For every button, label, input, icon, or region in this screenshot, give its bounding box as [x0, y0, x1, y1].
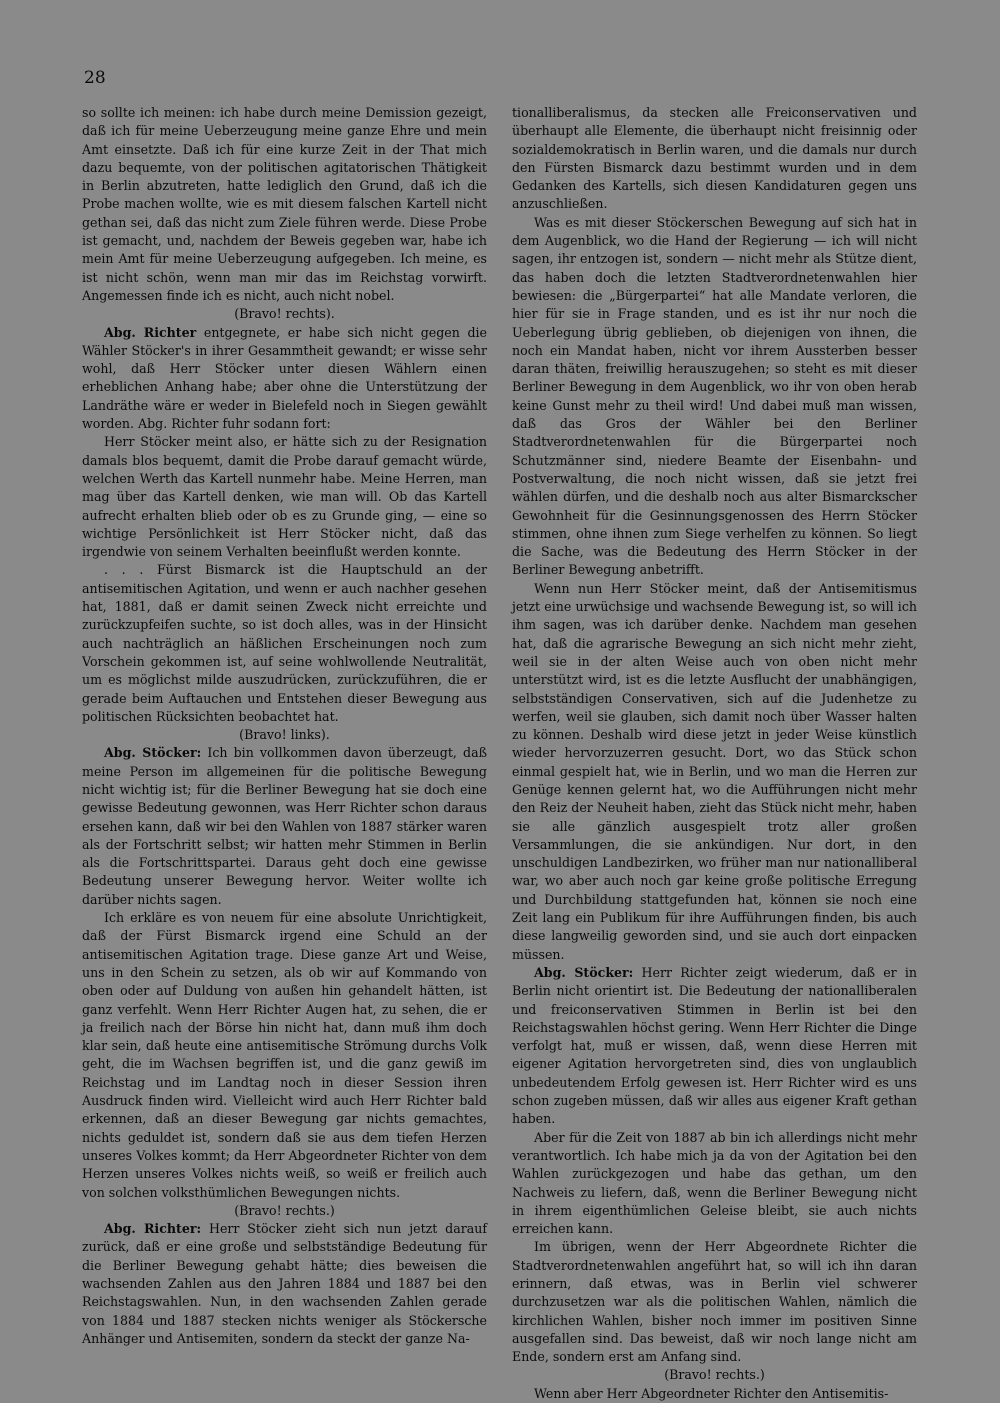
- paragraph: [82, 744, 487, 909]
- speaker-name: Abg. Richter: [104, 324, 197, 340]
- paragraph: [512, 1238, 917, 1366]
- page-number: 28: [84, 68, 106, 88]
- paragraph: [512, 104, 917, 214]
- paragraph-text: Im übrigen, wenn der Herr Abgeordnete Richter die Stadtverordnetenwahlen angeführt hat, so will ich ihn daran erinnern, daß etwas, was in Berlin viel schwerer durchzusetzen war als die politischen Wahlen, nämlich die kirchlichen Wahlen, bisher noch immer im positiven Sinne ausgefallen sind. Das beweist, daß wir noch lange nicht am Ende, sondern erst am Anfang sind.: [512, 1239, 917, 1365]
- paragraph: [512, 580, 917, 964]
- paragraph-text: Aber für die Zeit von 1887 ab bin ich allerdings nicht mehr verantwortlich. Ich habe mich ja da von der Agitation bei den Wahlen zurückgezogen und habe das gethan, um den Nachweis zu liefern, daß, wenn die Berliner Bewegung nicht in ihrem eigenthümlichen Geleise bleibt, sie auch nichts erreichen kann.: [512, 1129, 917, 1237]
- paragraph-text: Wenn nun Herr Stöcker meint, daß der Antisemitismus jetzt eine urwüchsige und wachsende Bewegung ist, so will ich ihm sagen, was ich darüber denke. Nachdem man gesehen hat, daß die agrarische Bewegung an sich nicht mehr zieht, weil sie in der alten Weise auch von oben nicht mehr unterstützt wird, ist es die letzte Ausflucht der unabhängigen, selbstständigen Conservativen, sich auf die Judenhetze zu werfen, weil sie glauben, sich damit noch über Wasser halten zu können. Deshalb wird diese jetzt in jeder Weise künstlich wieder hervorzuzerren gesucht. Dort, wo das Stück schon einmal gespielt hat, wie in Berlin, und wo man die Herren zur Genüge kennen gelernt hat, wo die Aufführungen nicht mehr den Reiz der Neuheit haben, zieht das Stück nicht mehr, haben sie alle gänzlich ausgespielt trotz aller großen Versammlungen, die sie ankündigen. Nur dort, in den unschuldigen Landbezirken, wo früher man nur nationalliberal war, wo aber auch noch gar keine große politische Erregung und Durchbildung stattgefunden hat, können sie noch eine Zeit lang ein Publikum für ihre Aufführungen finden, bis auch diese langweilig geworden sind, und sie auch dort einpacken müssen.: [512, 580, 917, 962]
- paragraph-text: so sollte ich meinen: ich habe durch meine Demission gezeigt, daß ich für meine Ueberzeugung meine ganze Ehre und mein Amt einsetzte. Daß ich für eine kurze Zeit in der That mich dazu bequemte, von der politischen agitatorischen Thätigkeit in Berlin abzutreten, hatte lediglich den Grund, daß ich die Probe machen wollte, wie es mit diesem falschen Kartell nicht gethan sei, daß das nicht zum Ziele führen werde. Diese Probe ist gemacht, und, nachdem der Beweis gegeben war, habe ich mein Amt für meine Ueberzeugung aufgegeben. Ich meine, es ist nicht schön, wenn man mir das im Reichstag vorwirft. Angemessen finde ich es nicht, auch nicht nobel.: [82, 105, 487, 303]
- applause-note: (Bravo! rechts.): [234, 1202, 335, 1218]
- paragraph-text: Ich erkläre es von neuem für eine absolute Unrichtigkeit, daß der Fürst Bismarck irgend eine Schuld an der antisemitischen Agitation trage. Diese ganze Art und Weise, uns in den Schein zu setzen, als ob wir auf Kommando von oben oder auf Duldung von außen hin gehandelt hätten, ist ganz verfehlt. Wenn Herr Richter Augen hat, zu sehen, die er ja freilich nach der Börse hin nicht hat, dann muß ihm doch klar sein, daß heute eine antisemitische Strömung durchs Volk geht, die im Wachsen begriffen ist, und die ganz gewiß im Reichstag und im Landtag noch in dieser Session ihren Ausdruck finden wird. Vielleicht wird auch Herr Richter bald erkennen, daß an dieser Bewegung gar nichts gemachtes, nichts geduldet ist, sondern daß sie aus dem tiefen Herzen unseres Volkes kommt; da Herr Abgeordneter Richter von dem Herzen unseres Volkes nichts weiß, so weiß er freilich auch von solchen volksthümlichen Bewegungen nichts.: [82, 910, 487, 1200]
- paragraph: [512, 1129, 917, 1239]
- paragraph: [512, 1385, 917, 1403]
- paragraph: [512, 214, 917, 580]
- right-column: [512, 104, 917, 1403]
- speaker-name: Abg. Stöcker:: [534, 964, 634, 980]
- paragraph: [82, 324, 487, 434]
- paragraph: [82, 909, 487, 1202]
- paragraph-text: . . . Fürst Bismarck ist die Hauptschuld an der antisemitischen Agitation, und wenn er auch nachher gesehen hat, 1881, daß er damit seinen Zweck nicht erreichte und zurückzupfeifen suchte, so ist doch alles, was in der Hinsicht auch nachträglich an häßlichen Erscheinungen noch zum Vorschein gekommen ist, auf seine wohlwollende Neutralität, um es möglichst milde auszudrücken, zurückzuführen, die er gerade beim Auftauchen und Entstehen dieser Bewegung aus politischen Rücksichten beobachtet hat.: [82, 562, 487, 724]
- paragraph-text: tionalliberalismus, da stecken alle Freiconservativen und überhaupt alle Elemente, die überhaupt nicht freisinnig oder sozialdemokratisch in Berlin waren, und die damals nur durch den Fürsten Bismarck dazu bestimmt wurden und in dem Gedanken des Kartells, sich diesen Kandidaturen gegen uns anzuschließen.: [512, 105, 917, 212]
- paragraph-text: Was es mit dieser Stöckerschen Bewegung auf sich hat in dem Augenblick, wo die Hand der Regierung — ich will nicht sagen, ihr entzogen ist, sondern — nicht mehr als Stütze dient, das haben doch die letzten Stadtverordnetenwahlen hier bewiesen: die „Bürgerpartei“ hat alle Mandate verloren, die hier für sie in Frage standen, und es ist ihr nur noch die Ueberlegung übrig geblieben, ob diejenigen von ihnen, die noch ein Mandat haben, nicht vor ihrem Aussterben besser daran thäten, freiwillig herauszugehen; so steht es mit dieser Berliner Bewegung in dem Augenblick, wo ihr von oben herab keine Gunst mehr zu theil wird! Und dabei muß man wissen, daß das Gros der Wähler bei den Berliner Stadtverordnetenwahlen für die Bürgerpartei noch Schutzmänner sind, niedere Beamte der Eisenbahn- und Postverwaltung, die noch nicht wissen, daß sie jetzt frei wählen dürfen, und die deshalb noch aus alter Bismarckscher Gewohnheit für die Gesinnungsgenossen des Herrn Stöcker stimmen, ohne ihnen zum Siege verhelfen zu können. So liegt die Sache, was die Bedeutung des Herrn Stöcker in der Berliner Bewegung anbetrifft.: [512, 214, 917, 578]
- paragraph-text: Herr Richter zeigt wiederum, daß er in Berlin nicht orientirt ist. Die Bedeutung der nationalliberalen und freiconservativen Stimmen in Berlin ist bei den Reichstagswahlen höchst gering. Wenn Herr Richter die Dinge verfolgt hat, muß er wissen, daß, wenn diese Herren mit eigener Agitation hervorgetreten sind, dies von unglaublich unbedeutendem Erfolg gewesen ist. Herr Richter wird es uns schon zugeben müssen, daß wir alles aus eigener Kraft gethan haben.: [512, 964, 918, 1127]
- paragraph-text: Herr Stöcker zieht sich nun jetzt darauf zurück, daß er eine große und selbstständige Bedeutung für die Berliner Bewegung gehabt hätte; dies beweisen die wachsenden Zahlen aus den Jahren 1884 und 1887 bei den Reichstagswahlen. Nun, in den wachsenden Zahlen gerade von 1884 und 1887 stecken nichts weniger als Stöckersche Anhänger und Antisemiten, sondern da steckt der ganze Na-: [82, 1221, 488, 1346]
- speaker-name: Abg. Stöcker:: [104, 745, 202, 761]
- paragraph: [82, 561, 487, 726]
- paragraph: [82, 1220, 487, 1348]
- left-column: [82, 104, 487, 1348]
- paragraph: [82, 433, 487, 561]
- paragraph: [82, 104, 487, 305]
- paragraph-text: Ich bin vollkommen davon überzeugt, daß meine Person im allgemeinen für die politische Bewegung nicht wichtig ist; für die Berliner Bewegung hat sie doch eine gewisse Bedeutung gewonnen, was Herr Richter schon daraus ersehen kann, daß wir bei den Wahlen von 1887 stärker waren als der Fortschritt selbst; wir hatten mehr Stimmen in Berlin als die Fortschrittspartei. Daraus geht doch eine gewisse Bedeutung unserer Bewegung hervor. Weiter wollte ich darüber nichts sagen.: [82, 745, 487, 907]
- paragraph-text: entgegnete, er habe sich nicht gegen die Wähler Stöcker's in ihrer Gesammtheit gewandt; er wisse sehr wohl, daß Herr Stöcker unter diesen Wählern einen erheblichen Anhang habe; aber ohne die Unterstützung der Landräthe wäre er weder in Bielefeld noch in Siegen gewählt worden. Abg. Richter fuhr sodann fort:: [82, 324, 487, 432]
- applause-note: (Bravo! rechts).: [234, 306, 335, 322]
- paragraph: [512, 964, 917, 1129]
- applause-note: (Bravo! links).: [239, 727, 330, 743]
- applause-note: (Bravo! rechts.): [664, 1367, 765, 1383]
- paragraph-text: Wenn aber Herr Abgeordneter Richter den Antisemitis-: [534, 1385, 889, 1401]
- paragraph-text: Herr Stöcker meint also, er hätte sich zu der Resignation damals blos bequemt, damit die Probe darauf gemacht würde, welchen Werth das Kartell nunmehr habe. Meine Herren, man mag über das Kartell denken, wie man will. Ob das Kartell aufrecht erhalten blieb oder ob es zu Grunde ging, — eine so wichtige Persönlichkeit ist Herr Stöcker nicht, daß das irgendwie von seinem Verhalten beeinflußt werden konnte.: [82, 434, 487, 560]
- speaker-name: Abg. Richter:: [104, 1221, 202, 1237]
